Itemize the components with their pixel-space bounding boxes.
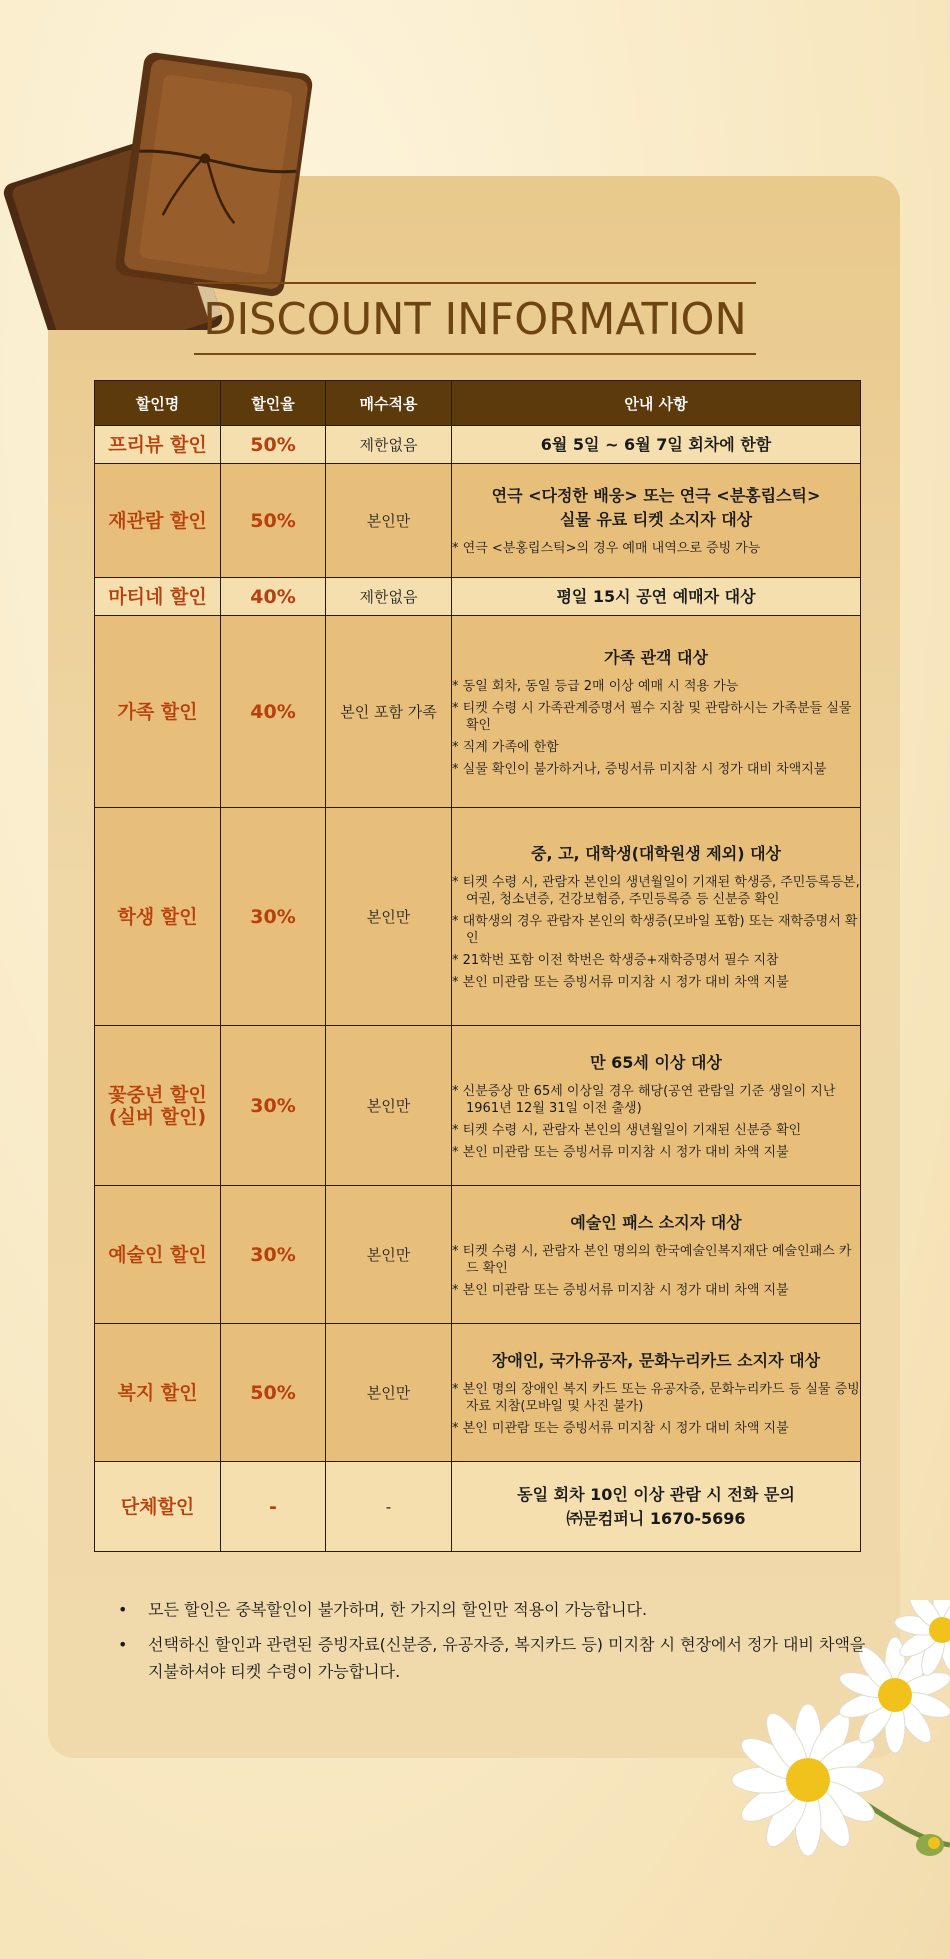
ticket-limit: 본인만 bbox=[326, 1026, 452, 1186]
info-note: * 신분증상 만 65세 이상일 경우 해당(공연 관람일 기준 생일이 지난 1961년 12월 31일 이전 출생) bbox=[452, 1083, 836, 1116]
info-note: * 티켓 수령 시 가족관계증명서 필수 지참 및 관람하시는 가족분들 실물 확인 bbox=[452, 700, 852, 733]
column-header-apply: 매수적용 bbox=[326, 381, 452, 426]
discount-info bbox=[452, 578, 861, 616]
discount-name: 가족 할인 bbox=[95, 616, 221, 808]
discount-name: 재관람 할인 bbox=[95, 464, 221, 578]
info-note: * 본인 명의 장애인 복지 카드 또는 유공자증, 문화누리카드 등 실물 증빙 자료 지참(모바일 및 사진 불가) bbox=[452, 1381, 860, 1414]
discount-rate: 30% bbox=[221, 808, 326, 1026]
discount-rate: 30% bbox=[221, 1026, 326, 1186]
info-note: * 직계 가족에 한함 bbox=[452, 739, 559, 755]
discount-name: 복지 할인 bbox=[95, 1324, 221, 1462]
title-block bbox=[194, 282, 756, 355]
info-note: * 본인 미관람 또는 증빙서류 미지참 시 정가 대비 차액 지불 bbox=[452, 1282, 789, 1298]
discount-name: 학생 할인 bbox=[95, 808, 221, 1026]
discount-rate: 50% bbox=[221, 464, 326, 578]
ticket-limit: 본인만 bbox=[326, 1324, 452, 1462]
discount-info bbox=[452, 426, 861, 464]
discount-name: 마티네 할인 bbox=[95, 578, 221, 616]
info-note: * 연극 <분홍립스틱>의 경우 예매 내역으로 증빙 가능 bbox=[452, 541, 761, 556]
discount-name: 꽃중년 할인 (실버 할인) bbox=[95, 1026, 221, 1186]
ticket-limit: 제한없음 bbox=[326, 426, 452, 464]
info-heading: 장애인, 국가유공자, 문화누리카드 소지자 대상 bbox=[491, 1350, 821, 1370]
discount-rate: 50% bbox=[221, 426, 326, 464]
ticket-limit: 본인 포함 가족 bbox=[326, 616, 452, 808]
table-header-row bbox=[95, 381, 861, 426]
info-note: * 동일 회차, 동일 등급 2매 이상 예매 시 적용 가능 bbox=[452, 678, 739, 694]
discount-rate: 40% bbox=[221, 578, 326, 616]
column-header-name: 할인명 bbox=[95, 381, 221, 426]
info-heading: 중, 고, 대학생(대학원생 제외) 대상 bbox=[531, 844, 781, 863]
discount-table bbox=[94, 380, 861, 1552]
table-row bbox=[95, 464, 861, 578]
info-heading: 가족 관객 대상 bbox=[604, 647, 708, 667]
table-row bbox=[95, 1324, 861, 1462]
table-row bbox=[95, 1186, 861, 1324]
info-heading: 예술인 패스 소지자 대상 bbox=[570, 1212, 742, 1232]
discount-name: 예술인 할인 bbox=[95, 1186, 221, 1324]
info-note: * 대학생의 경우 관람자 본인의 학생증(모바일 포함) 또는 재학증명서 확인 bbox=[452, 914, 858, 946]
table-row bbox=[95, 578, 861, 616]
bullet-icon: • bbox=[118, 1600, 128, 1619]
footnote-text: 모든 할인은 중복할인이 불가하며, 한 가지의 할인만 적용이 가능합니다. bbox=[148, 1600, 648, 1619]
discount-info bbox=[452, 1324, 861, 1462]
table-row bbox=[95, 1462, 861, 1552]
discount-rate: 50% bbox=[221, 1324, 326, 1462]
page-title: DISCOUNT INFORMATION bbox=[203, 294, 747, 345]
info-heading: 연극 <다정한 배웅> 또는 연극 <분홍립스틱> 실물 유료 티켓 소지자 대상 bbox=[491, 486, 821, 529]
discount-info bbox=[452, 464, 861, 578]
info-heading: 평일 15시 공연 예매자 대상 bbox=[556, 586, 756, 606]
ticket-limit: 본인만 bbox=[326, 1186, 452, 1324]
info-note: * 티켓 수령 시, 관람자 본인의 생년월일이 기재된 신분증 확인 bbox=[452, 1122, 802, 1138]
ticket-limit: 제한없음 bbox=[326, 578, 452, 616]
ticket-limit: - bbox=[326, 1462, 452, 1552]
discount-info bbox=[452, 1462, 861, 1552]
ticket-limit: 본인만 bbox=[326, 808, 452, 1026]
footnote-text: 선택하신 할인과 관련된 증빙자료(신분증, 유공자증, 복지카드 등) 미지참 시 현장에서 정가 대비 차액을 지불하셔야 티켓 수령이 가능합니다. bbox=[148, 1635, 866, 1681]
footnotes bbox=[112, 1596, 872, 1693]
discount-info bbox=[452, 616, 861, 808]
table-row bbox=[95, 1026, 861, 1186]
column-header-rate: 할인율 bbox=[221, 381, 326, 426]
info-note: * 본인 미관람 또는 증빙서류 미지참 시 정가 대비 차액 지불 bbox=[452, 1144, 789, 1160]
ticket-limit: 본인만 bbox=[326, 464, 452, 578]
info-heading: 동일 회차 10인 이상 관람 시 전화 문의 ㈜문컴퍼니 1670-5696 bbox=[517, 1484, 795, 1528]
info-note: * 실물 확인이 불가하거나, 증빙서류 미지참 시 정가 대비 차액지불 bbox=[452, 761, 827, 777]
info-note: * 티켓 수령 시, 관람자 본인 명의의 한국예술인복지재단 예술인패스 카드 확인 bbox=[452, 1243, 852, 1276]
info-heading: 만 65세 이상 대상 bbox=[590, 1052, 722, 1072]
info-heading: 6월 5일 ~ 6월 7일 회차에 한함 bbox=[540, 434, 772, 454]
discount-name: 단체할인 bbox=[95, 1462, 221, 1552]
info-note: * 티켓 수령 시, 관람자 본인의 생년월일이 기재된 학생증, 주민등록등본, 여권, 청소년증, 건강보험증, 주민등록증 등 신분증 확인 bbox=[452, 875, 860, 907]
info-note: * 21학번 포함 이전 학번은 학생증+재학증명서 필수 지참 bbox=[452, 953, 779, 968]
table-row bbox=[95, 616, 861, 808]
table-row bbox=[95, 808, 861, 1026]
bullet-icon: • bbox=[118, 1635, 128, 1654]
footnote-item bbox=[112, 1631, 872, 1685]
discount-info bbox=[452, 1186, 861, 1324]
info-note: * 본인 미관람 또는 증빙서류 미지참 시 정가 대비 차액 지불 bbox=[452, 1420, 789, 1436]
footnote-item bbox=[112, 1596, 872, 1623]
table-row bbox=[95, 426, 861, 464]
discount-rate: 40% bbox=[221, 616, 326, 808]
discount-info bbox=[452, 808, 861, 1026]
discount-rate: 30% bbox=[221, 1186, 326, 1324]
discount-info bbox=[452, 1026, 861, 1186]
discount-name: 프리뷰 할인 bbox=[95, 426, 221, 464]
column-header-info: 안내 사항 bbox=[452, 381, 861, 426]
info-note: * 본인 미관람 또는 증빙서류 미지참 시 정가 대비 차액 지불 bbox=[452, 975, 789, 990]
title-rule-bottom bbox=[194, 353, 756, 355]
discount-rate: - bbox=[221, 1462, 326, 1552]
